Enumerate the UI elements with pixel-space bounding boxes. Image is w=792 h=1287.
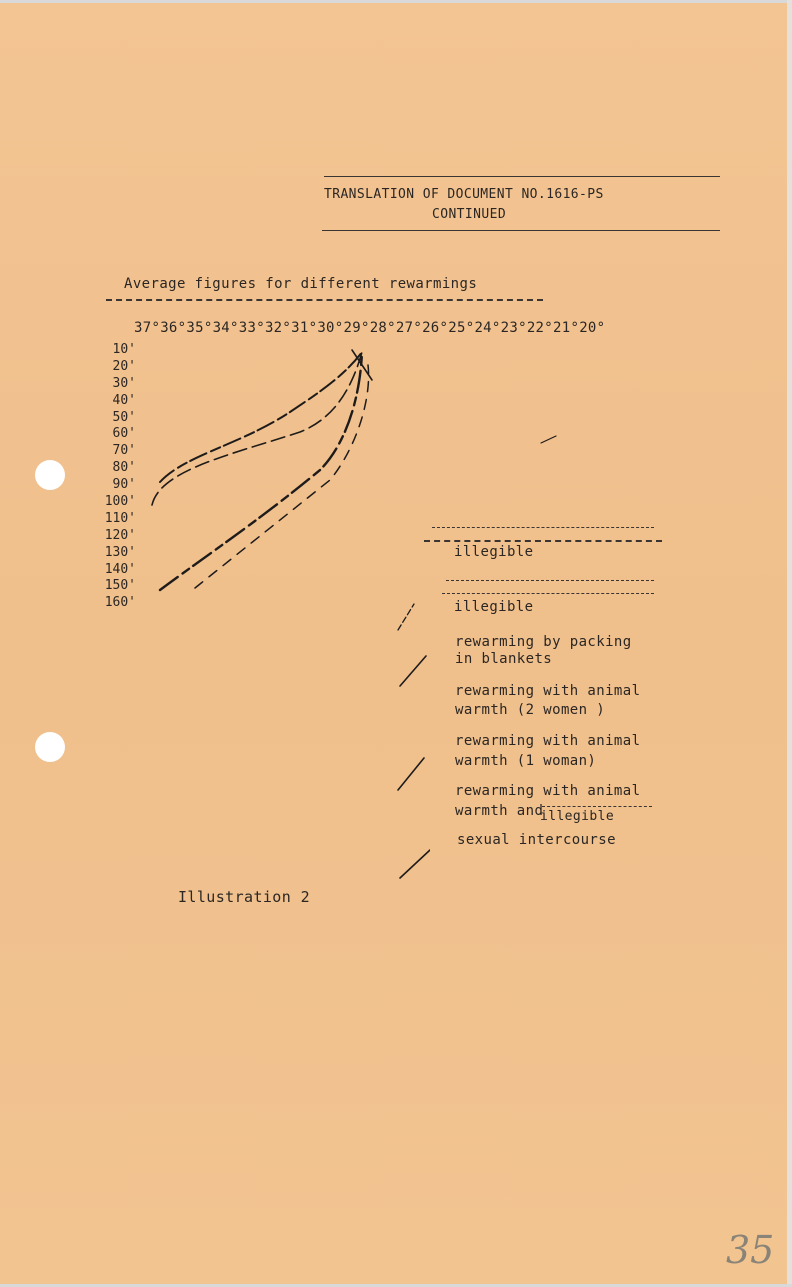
legend-swatch-6 — [400, 850, 430, 878]
legend-item-6-blank — [542, 806, 652, 807]
y-tick-label: 110' — [104, 510, 136, 526]
illustration-caption: Illustration 2 — [178, 888, 311, 906]
x-tick-label: 24° — [474, 320, 501, 336]
legend-item-4-line2: warmth (2 women ) — [455, 702, 606, 718]
legend-item-1-label: illegible — [454, 544, 534, 560]
legend-line-2a — [446, 580, 654, 581]
stray-mark — [541, 436, 556, 443]
y-tick-label: 60' — [112, 426, 136, 442]
page-number: 35 — [726, 1228, 775, 1272]
y-tick-label: 50' — [112, 409, 136, 425]
x-tick-label: 27° — [395, 320, 423, 336]
y-tick-label: 70' — [112, 443, 136, 459]
x-tick-label: 36° — [160, 320, 187, 336]
legend-swatches — [390, 600, 430, 890]
x-tick-label: 35° — [186, 320, 213, 336]
legend-line-1a — [432, 527, 654, 528]
legend-item-2-label: illegible — [454, 599, 534, 615]
y-tick-label: 90' — [112, 477, 136, 493]
x-tick-label: 28° — [369, 320, 396, 336]
x-tick-label: 21° — [553, 320, 580, 336]
x-tick-label: 33° — [238, 320, 265, 336]
x-tick-label: 32° — [264, 320, 292, 336]
curve-lowest — [195, 365, 369, 588]
x-tick-label: 22° — [526, 320, 553, 336]
curve-middle — [152, 352, 362, 505]
legend-item-6-line3: sexual intercourse — [457, 832, 616, 848]
curve-lower — [160, 352, 362, 590]
y-tick-label: 160' — [104, 595, 136, 611]
document-subtitle: CONTINUED — [432, 207, 507, 222]
y-tick-label: 120' — [104, 527, 136, 543]
legend-item-5-line2: warmth (1 woman) — [455, 753, 597, 769]
legend-item-5-line1: rewarming with animal — [455, 733, 641, 749]
legend-item-6-line2: warmth and — [455, 803, 544, 819]
legend-line-2b — [442, 593, 654, 594]
curve-upper — [160, 352, 362, 482]
y-tick-label: 30' — [112, 375, 136, 391]
x-tick-label: 25° — [448, 320, 475, 336]
legend-swatch-3 — [400, 656, 426, 686]
y-tick-label: 80' — [112, 460, 136, 476]
x-tick-label: 34° — [212, 320, 239, 336]
legend-item-3-line1: rewarming by packing — [455, 634, 632, 650]
y-tick-label: 130' — [104, 544, 136, 560]
chart-heading: Average figures for different rewarmings — [124, 276, 478, 292]
legend-swatch-2 — [398, 604, 414, 630]
y-tick-label: 150' — [104, 578, 136, 594]
y-tick-label: 40' — [112, 392, 136, 408]
x-tick-label: 26° — [422, 320, 449, 336]
x-tick-label: 30° — [317, 320, 344, 336]
y-tick-label: 10' — [112, 342, 136, 357]
y-tick-label: 20' — [112, 358, 136, 374]
y-tick-label: 100' — [104, 494, 136, 510]
legend-item-6-line1: rewarming with animal — [455, 783, 641, 799]
x-tick-label: 20° — [579, 320, 606, 336]
x-tick-label: 23° — [500, 320, 527, 336]
x-tick-label: 29° — [343, 320, 370, 336]
legend-swatch-5 — [398, 758, 424, 790]
document-title: TRANSLATION OF DOCUMENT NO.1616-PS — [324, 187, 604, 202]
y-tick-label: 140' — [104, 561, 136, 577]
legend-item-4-line1: rewarming with animal — [455, 683, 641, 699]
x-tick-label: 37° — [134, 320, 161, 336]
legend-line-1b — [424, 540, 662, 542]
legend-item-3-line2: in blankets — [455, 651, 553, 667]
legend-item-6-overlay: illegible — [540, 809, 615, 824]
x-tick-label: 31° — [291, 320, 318, 336]
